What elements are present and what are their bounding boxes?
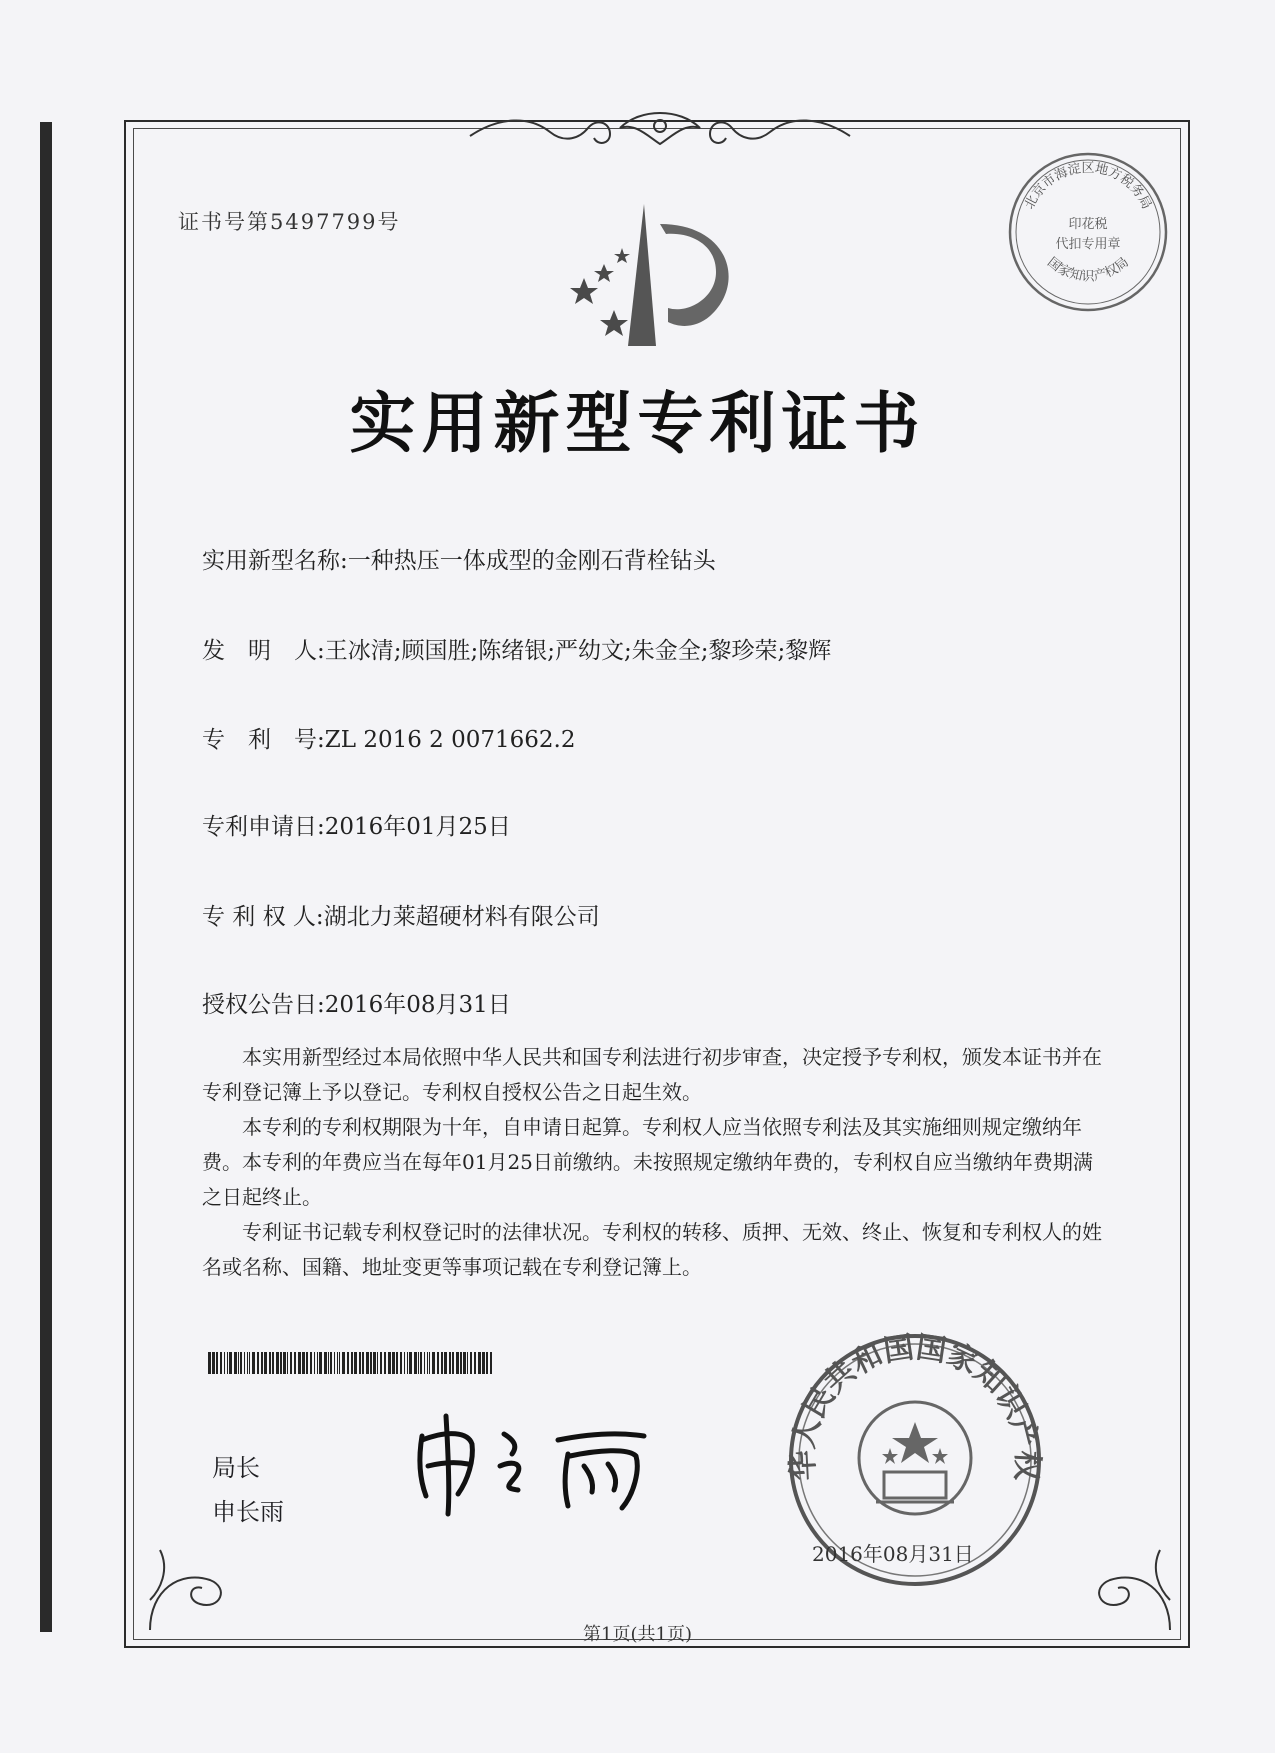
seal-date: 2016年08月31日	[812, 1542, 974, 1566]
svg-text:国家知识产权局	[1044, 255, 1132, 284]
director-name: 申长雨	[212, 1498, 284, 1526]
filing-date-value: 2016年01月25日	[324, 814, 511, 840]
tax-stamp	[1006, 150, 1170, 314]
inventors-value: 王冰清;顾国胜;陈绪银;严幼文;朱金全;黎珍荣;黎辉	[324, 638, 832, 664]
certificate-body	[202, 1040, 1102, 1285]
grant-date-value: 2016年08月31日	[324, 992, 511, 1018]
field-inventors	[202, 632, 831, 665]
field-utility-model-name	[202, 542, 716, 575]
tax-stamp-ring-text: 北京市海淀区地方税务局	[1022, 161, 1154, 212]
utility-model-name-label: 实用新型名称:	[202, 548, 348, 574]
utility-model-name-value: 一种热压一体成型的金刚石背栓钻头	[347, 548, 716, 574]
director-title: 局长	[212, 1454, 260, 1482]
patent-number-label: 专 利 号:	[202, 727, 325, 753]
patentee-value: 湖北力莱超硬材料有限公司	[323, 904, 600, 930]
body-paragraph-1: 本实用新型经过本局依照中华人民共和国专利法进行初步审查，决定授予专利权，颁发本证书并在专利登记簿上予以登记。专利权自授权公告之日起生效。	[202, 1045, 1102, 1104]
office-seal-ring-text: 中华人民共和国国家知识产权局	[765, 1303, 1045, 1482]
filing-date-label: 专利申请日:	[202, 814, 325, 840]
top-ornament	[470, 108, 850, 154]
field-patentee	[202, 898, 600, 931]
patentee-label: 专 利 权 人:	[202, 904, 324, 930]
certificate-number: 证书号第5497799号	[178, 210, 401, 234]
inventors-label: 发 明 人:	[202, 638, 325, 664]
sipo-emblem	[570, 204, 760, 364]
tax-stamp-center-line1: 印花税	[1068, 217, 1108, 232]
field-grant-date	[202, 986, 511, 1019]
certificate-title: 实用新型专利证书	[349, 384, 926, 462]
page-indicator: 第1页(共1页)	[583, 1624, 692, 1645]
scan-edge-shadow	[40, 122, 52, 1632]
tax-stamp-center-line2: 代扣专用章	[1055, 237, 1121, 252]
body-paragraph-3: 专利证书记载专利权登记时的法律状况。专利权的转移、质押、无效、终止、恢复和专利权人的姓名或名称、国籍、地址变更等事项记载在专利登记簿上。	[202, 1220, 1102, 1279]
body-paragraph-2: 本专利的专利权期限为十年，自申请日起算。专利权人应当依照专利法及其实施细则规定缴纳年费。本专利的年费应当在每年01月25日前缴纳。未按照规定缴纳年费的，专利权自应当缴纳年费期满之日起终止。	[202, 1115, 1093, 1209]
grant-date-label: 授权公告日:	[202, 992, 325, 1018]
patent-number-value: ZL 2016 2 0071662.2	[324, 727, 576, 753]
barcode	[208, 1352, 494, 1374]
tax-stamp-bottom-text: 国家知识产权局	[1044, 254, 1132, 285]
director-signature	[408, 1410, 668, 1520]
field-filing-date	[202, 808, 511, 841]
field-patent-number	[202, 721, 575, 754]
